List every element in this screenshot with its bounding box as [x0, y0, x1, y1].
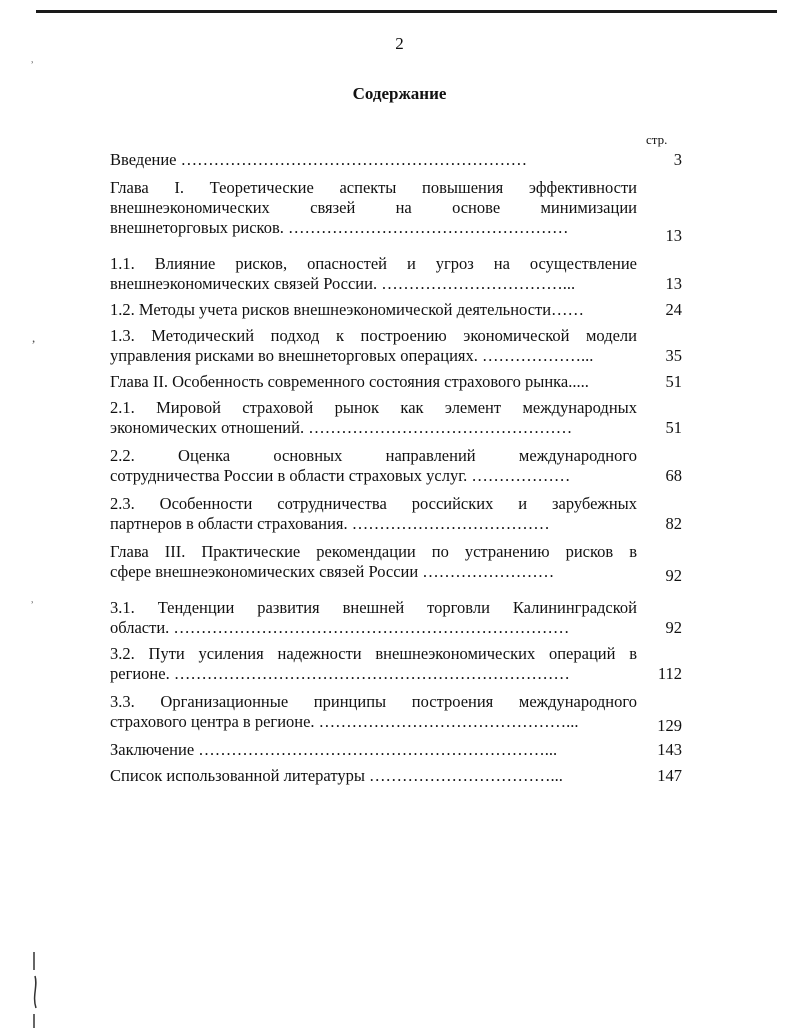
toc-entry-text — [110, 542, 637, 582]
toc-entry-text — [110, 692, 637, 732]
toc-entry-line: Глава III. Практические рекомендации по устранению рисков в — [110, 542, 637, 561]
toc-entry-line: Заключение ………………………………………………………... — [110, 740, 558, 759]
toc-entry-page: 51 — [665, 418, 682, 437]
toc-entry-2-3 — [110, 494, 682, 534]
toc-entry-text — [110, 598, 637, 638]
toc-entry-page: 129 — [657, 716, 682, 735]
toc-entry-page: 51 — [665, 372, 682, 391]
toc-entry-line: партнеров в области страхования. ……………………………… — [110, 514, 550, 533]
toc-entry-page: 24 — [665, 300, 682, 319]
toc-entry-intro — [110, 150, 682, 170]
toc-entry-3-2 — [110, 644, 682, 684]
toc-entry-line: 3.3. Организационные принципы построения международного — [110, 692, 637, 711]
toc-entry-chapter-3 — [110, 542, 682, 585]
toc-entry-line: Введение ……………………………………………………… — [110, 150, 528, 169]
toc-entry-line: 1.1. Влияние рисков, опасностей и угроз на осуществление — [110, 254, 637, 273]
toc-entry-line: внешнеторговых рисков. …………………………………………… — [110, 218, 569, 237]
toc-entry-page: 35 — [665, 346, 682, 365]
toc-entry-line: 1.2. Методы учета рисков внешнеэкономической деятельности…… — [110, 300, 585, 319]
toc-entry-text — [110, 254, 637, 294]
toc-entry-line: Список использованной литературы ……………………………... — [110, 766, 563, 785]
toc-entry-text — [110, 300, 637, 320]
toc-entry-line: внешнеэкономических связей России. ……………………………... — [110, 274, 576, 293]
toc-entry-text — [110, 398, 637, 438]
toc-entry-line: сфере внешнеэкономических связей России …………………… — [110, 562, 555, 581]
toc-entry-2-2 — [110, 446, 682, 486]
toc-entry-line: сотрудничества России в области страховых услуг. ……………… — [110, 466, 571, 485]
toc-entry-text — [110, 150, 637, 170]
toc-entry-line: 2.3. Особенности сотрудничества российских и зарубежных — [110, 494, 637, 513]
scan-mark: ʾ — [30, 58, 35, 73]
toc-entry-line: 3.2. Пути усиления надежности внешнеэкономических операций в — [110, 644, 637, 663]
toc-entry-bibliography — [110, 766, 682, 786]
toc-entry-line: области. ……………………………………………………………… — [110, 618, 570, 637]
toc-entry-page: 68 — [665, 466, 682, 485]
toc-entry-text — [110, 766, 637, 786]
toc-entry-page: 82 — [665, 514, 682, 533]
toc-entry-line: Глава II. Особенность современного состояния страхового рынка..... — [110, 372, 589, 391]
toc-entry-line: 3.1. Тенденции развития внешней торговли Калининградской — [110, 598, 637, 617]
toc-entry-3-1 — [110, 598, 682, 638]
toc-entry-chapter-1 — [110, 178, 682, 245]
toc-entry-line: 1.3. Методический подход к построению экономической модели — [110, 326, 637, 345]
scan-mark: ʾ — [30, 598, 35, 613]
toc-entry-page: 147 — [657, 766, 682, 785]
toc-entry-page: 92 — [665, 618, 682, 637]
toc-entry-line: экономических отношений. ………………………………………… — [110, 418, 573, 437]
page-column-label: стр. — [646, 132, 668, 147]
toc-entry-text — [110, 644, 637, 684]
toc-entry-page: 13 — [665, 226, 682, 245]
toc-entry-conclusion — [110, 740, 682, 760]
binding-mark-icon — [28, 950, 42, 1030]
toc-entry-line: внешнеэкономических связей на основе минимизации — [110, 198, 637, 217]
toc-entry-page: 92 — [665, 566, 682, 585]
toc-entry-line: 2.1. Мировой страховой рынок как элемент международных — [110, 398, 637, 417]
toc-entry-1-1 — [110, 254, 682, 294]
toc-entry-chapter-2 — [110, 372, 682, 392]
toc-entry-3-3 — [110, 692, 682, 735]
page-number: 2 — [395, 34, 404, 53]
toc-entry-text — [110, 372, 637, 392]
toc-entry-text — [110, 326, 637, 366]
table-of-contents — [110, 150, 682, 786]
toc-entry-line: регионе. ……………………………………………………………… — [110, 664, 570, 683]
toc-entry-line: страхового центра в регионе. ………………………………………... — [110, 712, 579, 731]
toc-entry-1-2 — [110, 300, 682, 320]
toc-entry-1-3 — [110, 326, 682, 366]
toc-entry-text — [110, 178, 637, 238]
toc-entry-page: 112 — [657, 664, 682, 683]
toc-entry-line: управления рисками во внешнеторговых операциях. ………………... — [110, 346, 594, 365]
toc-entry-text — [110, 446, 637, 486]
top-border-line — [36, 10, 777, 13]
toc-entry-2-1 — [110, 398, 682, 438]
toc-entry-page: 143 — [657, 740, 682, 759]
toc-entry-page: 13 — [665, 274, 682, 293]
toc-entry-line: 2.2. Оценка основных направлений международного — [110, 446, 637, 465]
toc-entry-text — [110, 740, 637, 760]
page-title: Содержание — [352, 84, 447, 103]
scan-mark: , — [32, 330, 36, 345]
toc-entry-page: 3 — [673, 150, 682, 169]
toc-entry-text — [110, 494, 637, 534]
toc-entry-line: Глава I. Теоретические аспекты повышения эффективности — [110, 178, 637, 197]
